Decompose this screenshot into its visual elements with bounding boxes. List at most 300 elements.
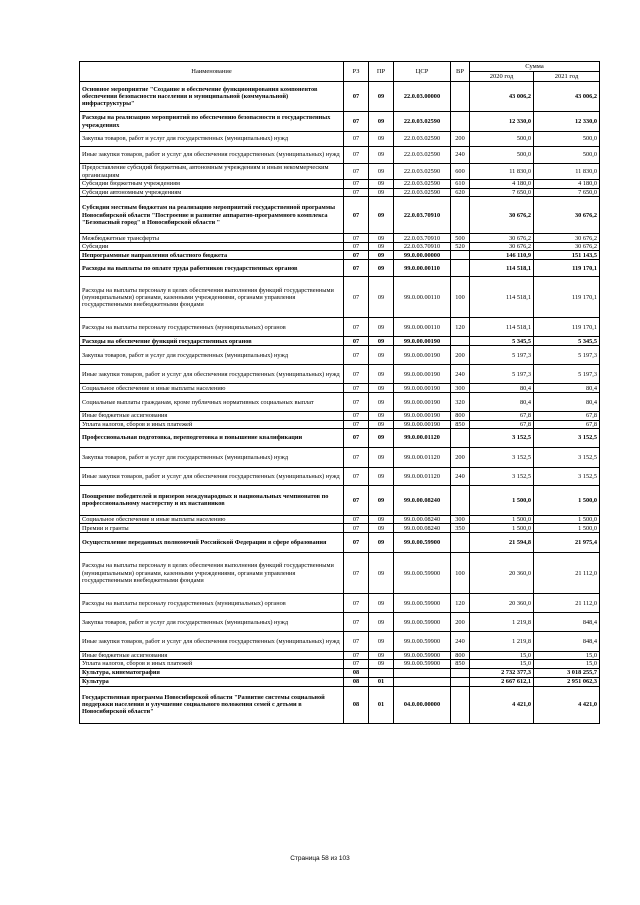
cell-2020: 114 518,1 xyxy=(470,318,534,337)
cell-2021: 30 676,2 xyxy=(534,243,600,251)
cell-vr: 100 xyxy=(451,277,470,318)
cell-pr: 09 xyxy=(369,533,394,553)
cell-2020: 15,0 xyxy=(470,660,534,668)
table-row xyxy=(80,82,600,112)
cell-2021: 5 345,5 xyxy=(534,337,600,346)
cell-pr: 09 xyxy=(369,420,394,428)
cell-rz: 07 xyxy=(344,412,369,420)
cell-csr: 22.0.03.02590 xyxy=(394,147,451,164)
cell-rz: 07 xyxy=(344,260,369,277)
cell-csr xyxy=(394,668,451,677)
header-sum: Сумма xyxy=(470,62,600,72)
cell-vr xyxy=(451,428,470,447)
cell-vr: 200 xyxy=(451,346,470,365)
cell-rz: 07 xyxy=(344,652,369,660)
cell-rz: 07 xyxy=(344,112,369,132)
cell-pr: 01 xyxy=(369,677,394,686)
cell-2021: 12 330,0 xyxy=(534,112,600,132)
cell-2020: 1 219,8 xyxy=(470,632,534,652)
budget-table xyxy=(79,61,600,724)
cell-2020: 2 667 612,1 xyxy=(470,677,534,686)
header-rz: РЗ xyxy=(344,62,369,82)
cell-pr: 09 xyxy=(369,251,394,260)
cell-name: Закупка товаров, работ и услуг для государственных (муниципальных) нужд xyxy=(80,447,344,467)
cell-name: Культура, кинематография xyxy=(80,668,344,677)
table-row xyxy=(80,652,600,660)
cell-2020: 114 518,1 xyxy=(470,277,534,318)
cell-csr: 22.0.03.02590 xyxy=(394,180,451,189)
cell-rz: 07 xyxy=(344,82,369,112)
cell-2021: 21 112,0 xyxy=(534,594,600,613)
cell-csr: 99.0.00.00000 xyxy=(394,251,451,260)
table-body xyxy=(80,82,600,724)
cell-vr xyxy=(451,251,470,260)
cell-csr: 99.0.00.08240 xyxy=(394,485,451,515)
cell-2020: 5 197,3 xyxy=(470,365,534,384)
cell-2021: 30 676,2 xyxy=(534,197,600,234)
cell-vr xyxy=(451,337,470,346)
cell-pr: 09 xyxy=(369,260,394,277)
cell-rz: 08 xyxy=(344,686,369,723)
table-row xyxy=(80,632,600,652)
cell-2020: 7 650,0 xyxy=(470,189,534,197)
cell-2020: 146 110,9 xyxy=(470,251,534,260)
cell-csr xyxy=(394,677,451,686)
cell-2020: 1 500,0 xyxy=(470,524,534,533)
cell-pr: 01 xyxy=(369,686,394,723)
cell-vr: 850 xyxy=(451,420,470,428)
cell-rz: 07 xyxy=(344,553,369,594)
cell-name: Расходы на обеспечение функций государственных органов xyxy=(80,337,344,346)
cell-rz: 07 xyxy=(344,393,369,412)
table-row xyxy=(80,420,600,428)
cell-vr: 850 xyxy=(451,660,470,668)
table-row xyxy=(80,243,600,251)
cell-vr xyxy=(451,197,470,234)
cell-pr: 09 xyxy=(369,277,394,318)
table-row xyxy=(80,677,600,686)
cell-name: Культура xyxy=(80,677,344,686)
cell-vr xyxy=(451,112,470,132)
cell-2020: 30 676,2 xyxy=(470,234,534,243)
cell-name: Закупка товаров, работ и услуг для государственных (муниципальных) нужд xyxy=(80,613,344,632)
cell-rz: 07 xyxy=(344,420,369,428)
cell-pr: 09 xyxy=(369,112,394,132)
table-row xyxy=(80,553,600,594)
table-row xyxy=(80,594,600,613)
table-row xyxy=(80,277,600,318)
cell-name: Государственная программа Новосибирской области "Развитие системы социальной поддержки населения и улучшение социального положения семей с детьми в Новосибирской области" xyxy=(80,686,344,723)
cell-2021: 21 112,0 xyxy=(534,553,600,594)
cell-vr: 320 xyxy=(451,393,470,412)
cell-rz: 08 xyxy=(344,668,369,677)
cell-rz: 07 xyxy=(344,251,369,260)
header-name: Наименование xyxy=(80,62,344,82)
table-row xyxy=(80,337,600,346)
cell-2020: 114 518,1 xyxy=(470,260,534,277)
cell-vr: 200 xyxy=(451,132,470,147)
cell-rz: 08 xyxy=(344,677,369,686)
cell-pr: 09 xyxy=(369,180,394,189)
cell-2021: 7 650,0 xyxy=(534,189,600,197)
table-row xyxy=(80,485,600,515)
cell-name: Расходы на выплаты персоналу государственных (муниципальных) органов xyxy=(80,318,344,337)
cell-rz: 07 xyxy=(344,613,369,632)
cell-vr: 300 xyxy=(451,515,470,523)
cell-rz: 07 xyxy=(344,594,369,613)
cell-rz: 07 xyxy=(344,485,369,515)
cell-vr: 240 xyxy=(451,365,470,384)
cell-name: Расходы на выплаты по оплате труда работников государственных органов xyxy=(80,260,344,277)
cell-name: Субсидии бюджетным учреждениям xyxy=(80,180,344,189)
table-row xyxy=(80,393,600,412)
cell-pr: 09 xyxy=(369,164,394,180)
table-row xyxy=(80,251,600,260)
cell-csr: 22.0.03.02590 xyxy=(394,164,451,180)
cell-csr: 99.0.00.00110 xyxy=(394,318,451,337)
cell-name: Социальное обеспечение и иные выплаты населению xyxy=(80,384,344,393)
cell-pr: 09 xyxy=(369,337,394,346)
cell-2020: 3 152,5 xyxy=(470,447,534,467)
cell-pr: 09 xyxy=(369,189,394,197)
table-row xyxy=(80,197,600,234)
cell-2020: 67,8 xyxy=(470,412,534,420)
cell-2020: 80,4 xyxy=(470,384,534,393)
cell-2021: 119 170,1 xyxy=(534,318,600,337)
cell-2021: 3 152,5 xyxy=(534,467,600,485)
cell-2021: 3 152,5 xyxy=(534,447,600,467)
cell-vr: 350 xyxy=(451,524,470,533)
cell-pr: 09 xyxy=(369,147,394,164)
cell-2020: 20 360,0 xyxy=(470,594,534,613)
cell-pr: 09 xyxy=(369,428,394,447)
cell-csr: 99.0.00.01120 xyxy=(394,428,451,447)
cell-vr: 610 xyxy=(451,180,470,189)
cell-vr: 120 xyxy=(451,594,470,613)
cell-name: Премии и гранты xyxy=(80,524,344,533)
cell-2021: 43 006,2 xyxy=(534,82,600,112)
cell-csr: 22.0.03.70910 xyxy=(394,243,451,251)
cell-2021: 67,8 xyxy=(534,420,600,428)
cell-csr: 99.0.00.59900 xyxy=(394,652,451,660)
cell-2021: 4 421,0 xyxy=(534,686,600,723)
cell-2021: 80,4 xyxy=(534,393,600,412)
cell-2021: 500,0 xyxy=(534,132,600,147)
table-row xyxy=(80,613,600,632)
cell-rz: 07 xyxy=(344,277,369,318)
cell-name: Уплата налогов, сборов и иных платежей xyxy=(80,420,344,428)
cell-rz: 07 xyxy=(344,384,369,393)
cell-vr: 240 xyxy=(451,147,470,164)
cell-csr: 04.0.00.00000 xyxy=(394,686,451,723)
cell-name: Иные закупки товаров, работ и услуг для обеспечения государственных (муниципальных) нужд xyxy=(80,365,344,384)
cell-vr: 800 xyxy=(451,412,470,420)
cell-pr: 09 xyxy=(369,318,394,337)
cell-name: Расходы на реализацию мероприятий по обеспечению безопасности в государственных учреждениях xyxy=(80,112,344,132)
cell-csr: 22.0.03.02590 xyxy=(394,112,451,132)
cell-pr: 09 xyxy=(369,467,394,485)
cell-rz: 07 xyxy=(344,147,369,164)
cell-2020: 21 594,8 xyxy=(470,533,534,553)
page-number: Страница 58 из 103 xyxy=(290,855,350,862)
cell-csr: 99.0.00.00190 xyxy=(394,420,451,428)
cell-pr: 09 xyxy=(369,234,394,243)
cell-vr xyxy=(451,485,470,515)
cell-pr: 09 xyxy=(369,346,394,365)
cell-rz: 07 xyxy=(344,189,369,197)
cell-pr: 09 xyxy=(369,393,394,412)
cell-pr: 09 xyxy=(369,82,394,112)
cell-vr xyxy=(451,533,470,553)
cell-pr: 09 xyxy=(369,632,394,652)
cell-name: Социальное обеспечение и иные выплаты населению xyxy=(80,515,344,523)
cell-2020: 30 676,2 xyxy=(470,197,534,234)
cell-2020: 1 500,0 xyxy=(470,485,534,515)
cell-vr: 200 xyxy=(451,613,470,632)
cell-vr xyxy=(451,686,470,723)
cell-csr: 99.0.00.00190 xyxy=(394,384,451,393)
cell-rz: 07 xyxy=(344,533,369,553)
cell-2021: 80,4 xyxy=(534,384,600,393)
cell-rz: 07 xyxy=(344,337,369,346)
cell-name: Межбюджетные трансферты xyxy=(80,234,344,243)
cell-2020: 4 180,0 xyxy=(470,180,534,189)
cell-rz: 07 xyxy=(344,132,369,147)
cell-2021: 67,8 xyxy=(534,412,600,420)
cell-2021: 30 676,2 xyxy=(534,234,600,243)
cell-vr: 300 xyxy=(451,384,470,393)
cell-name: Основное мероприятие "Создание и обеспечение функционирования компонентов обеспечения безопасности населения и муниципальной (коммунальной) инфраструктуры" xyxy=(80,82,344,112)
cell-name: Социальные выплаты гражданам, кроме публичных нормативных социальных выплат xyxy=(80,393,344,412)
cell-vr: 240 xyxy=(451,632,470,652)
table-row xyxy=(80,428,600,447)
cell-csr: 99.0.00.00190 xyxy=(394,337,451,346)
table-row xyxy=(80,260,600,277)
table-row xyxy=(80,668,600,677)
cell-rz: 07 xyxy=(344,346,369,365)
cell-rz: 07 xyxy=(344,318,369,337)
cell-vr: 800 xyxy=(451,652,470,660)
cell-vr: 120 xyxy=(451,318,470,337)
cell-name: Иные закупки товаров, работ и услуг для обеспечения государственных (муниципальных) нужд xyxy=(80,632,344,652)
cell-2021: 151 143,5 xyxy=(534,251,600,260)
table-row xyxy=(80,318,600,337)
cell-pr: 09 xyxy=(369,412,394,420)
table-row xyxy=(80,515,600,523)
cell-pr: 09 xyxy=(369,197,394,234)
cell-name: Субсидии xyxy=(80,243,344,251)
cell-2020: 20 360,0 xyxy=(470,553,534,594)
cell-pr xyxy=(369,668,394,677)
cell-2021: 848,4 xyxy=(534,613,600,632)
cell-2020: 67,8 xyxy=(470,420,534,428)
table-row xyxy=(80,660,600,668)
cell-rz: 07 xyxy=(344,515,369,523)
cell-pr: 09 xyxy=(369,594,394,613)
table-row xyxy=(80,164,600,180)
cell-csr: 99.0.00.01120 xyxy=(394,467,451,485)
cell-name: Иные закупки товаров, работ и услуг для обеспечения государственных (муниципальных) нужд xyxy=(80,467,344,485)
cell-csr: 22.0.03.70910 xyxy=(394,234,451,243)
table-row xyxy=(80,384,600,393)
table-row xyxy=(80,180,600,189)
cell-name: Иные бюджетные ассигнования xyxy=(80,412,344,420)
cell-csr: 99.0.00.01120 xyxy=(394,447,451,467)
header-vr: ВР xyxy=(451,62,470,82)
cell-pr: 09 xyxy=(369,243,394,251)
cell-2021: 1 500,0 xyxy=(534,524,600,533)
cell-csr: 99.0.00.00190 xyxy=(394,393,451,412)
cell-rz: 07 xyxy=(344,447,369,467)
cell-2020: 43 006,2 xyxy=(470,82,534,112)
cell-pr: 09 xyxy=(369,553,394,594)
cell-vr xyxy=(451,260,470,277)
cell-rz: 07 xyxy=(344,365,369,384)
cell-2021: 1 500,0 xyxy=(534,515,600,523)
table-row xyxy=(80,447,600,467)
cell-csr: 99.0.00.00110 xyxy=(394,260,451,277)
cell-2021: 1 500,0 xyxy=(534,485,600,515)
table-row xyxy=(80,132,600,147)
cell-2021: 15,0 xyxy=(534,660,600,668)
cell-2021: 119 170,1 xyxy=(534,260,600,277)
cell-2020: 4 421,0 xyxy=(470,686,534,723)
cell-2021: 2 951 062,3 xyxy=(534,677,600,686)
cell-csr: 99.0.00.59900 xyxy=(394,533,451,553)
table-row xyxy=(80,346,600,365)
cell-name: Субсидии местным бюджетам на реализацию мероприятий государственной программы Новосибирской области "Построение и развитие аппаратно-программного комплекса "Безопасный город" в Новосибирской области " xyxy=(80,197,344,234)
table-header xyxy=(80,62,600,82)
cell-csr: 99.0.00.00190 xyxy=(394,412,451,420)
cell-pr: 09 xyxy=(369,132,394,147)
cell-csr: 99.0.00.59900 xyxy=(394,594,451,613)
cell-vr: 620 xyxy=(451,189,470,197)
cell-2020: 30 676,2 xyxy=(470,243,534,251)
cell-vr: 520 xyxy=(451,243,470,251)
cell-2021: 11 830,0 xyxy=(534,164,600,180)
cell-pr: 09 xyxy=(369,384,394,393)
cell-2020: 5 345,5 xyxy=(470,337,534,346)
cell-csr: 99.0.00.00190 xyxy=(394,365,451,384)
cell-name: Расходы на выплаты персоналу в целях обеспечения выполнения функций государственными (муниципальными) органами, казенными учреждениями, органами управления государственными внебюджетными фондами xyxy=(80,277,344,318)
header-pr: ПР xyxy=(369,62,394,82)
cell-2020: 500,0 xyxy=(470,147,534,164)
cell-name: Расходы на выплаты персоналу в целях обеспечения выполнения функций государственными (муниципальными) органами, казенными учреждениями, органами управления государственными внебюджетными фондами xyxy=(80,553,344,594)
cell-2020: 11 830,0 xyxy=(470,164,534,180)
cell-vr xyxy=(451,677,470,686)
cell-csr: 99.0.00.00190 xyxy=(394,346,451,365)
table-row xyxy=(80,533,600,553)
cell-vr: 200 xyxy=(451,447,470,467)
cell-2021: 119 170,1 xyxy=(534,277,600,318)
table-row xyxy=(80,234,600,243)
cell-vr: 240 xyxy=(451,467,470,485)
cell-rz: 07 xyxy=(344,524,369,533)
cell-2020: 5 197,3 xyxy=(470,346,534,365)
cell-csr: 22.0.03.02590 xyxy=(394,132,451,147)
cell-pr: 09 xyxy=(369,485,394,515)
cell-rz: 07 xyxy=(344,632,369,652)
cell-rz: 07 xyxy=(344,467,369,485)
cell-2021: 3 018 255,7 xyxy=(534,668,600,677)
cell-2020: 3 152,5 xyxy=(470,467,534,485)
cell-2021: 5 197,3 xyxy=(534,346,600,365)
cell-csr: 22.0.03.70910 xyxy=(394,197,451,234)
header-csr: ЦСР xyxy=(394,62,451,82)
cell-2020: 15,0 xyxy=(470,652,534,660)
cell-2021: 848,4 xyxy=(534,632,600,652)
cell-name: Закупка товаров, работ и услуг для государственных (муниципальных) нужд xyxy=(80,132,344,147)
cell-rz: 07 xyxy=(344,428,369,447)
cell-2020: 12 330,0 xyxy=(470,112,534,132)
cell-csr: 99.0.00.59900 xyxy=(394,613,451,632)
cell-name: Предоставление субсидий бюджетным, автономным учреждениям и иным некоммерческим организациям xyxy=(80,164,344,180)
cell-rz: 07 xyxy=(344,234,369,243)
table-row xyxy=(80,147,600,164)
cell-2020: 80,4 xyxy=(470,393,534,412)
cell-2021: 500,0 xyxy=(534,147,600,164)
cell-pr: 09 xyxy=(369,524,394,533)
cell-2021: 21 975,4 xyxy=(534,533,600,553)
cell-name: Иные бюджетные ассигнования xyxy=(80,652,344,660)
cell-rz: 07 xyxy=(344,243,369,251)
cell-2021: 5 197,3 xyxy=(534,365,600,384)
cell-pr: 09 xyxy=(369,515,394,523)
cell-2020: 1 500,0 xyxy=(470,515,534,523)
cell-2020: 500,0 xyxy=(470,132,534,147)
cell-csr: 99.0.00.59900 xyxy=(394,553,451,594)
table-row xyxy=(80,467,600,485)
cell-name: Уплата налогов, сборов и иных платежей xyxy=(80,660,344,668)
cell-name: Поощрение победителей и призеров международных и национальных чемпионатов по профессиональному мастерству и их наставников xyxy=(80,485,344,515)
cell-vr: 500 xyxy=(451,234,470,243)
cell-csr: 99.0.00.08240 xyxy=(394,524,451,533)
cell-name: Субсидии автономным учреждениям xyxy=(80,189,344,197)
cell-csr: 99.0.00.08240 xyxy=(394,515,451,523)
cell-pr: 09 xyxy=(369,447,394,467)
cell-2020: 3 152,5 xyxy=(470,428,534,447)
cell-rz: 07 xyxy=(344,660,369,668)
cell-2021: 3 152,5 xyxy=(534,428,600,447)
cell-2020: 2 732 377,3 xyxy=(470,668,534,677)
table-row xyxy=(80,412,600,420)
cell-name: Непрограммные направления областного бюджета xyxy=(80,251,344,260)
cell-2021: 15,0 xyxy=(534,652,600,660)
cell-name: Осуществление переданных полномочий Российской Федерации в сфере образования xyxy=(80,533,344,553)
cell-rz: 07 xyxy=(344,197,369,234)
cell-2020: 1 219,8 xyxy=(470,613,534,632)
cell-csr: 99.0.00.00110 xyxy=(394,277,451,318)
cell-pr: 09 xyxy=(369,660,394,668)
cell-pr: 09 xyxy=(369,365,394,384)
header-year-2021: 2021 год xyxy=(534,72,600,82)
table-row xyxy=(80,365,600,384)
cell-vr xyxy=(451,668,470,677)
table-row xyxy=(80,524,600,533)
cell-pr: 09 xyxy=(369,652,394,660)
cell-csr: 99.0.00.59900 xyxy=(394,660,451,668)
cell-csr: 22.0.03.00000 xyxy=(394,82,451,112)
cell-vr: 100 xyxy=(451,553,470,594)
table-row xyxy=(80,686,600,723)
cell-name: Расходы на выплаты персоналу государственных (муниципальных) органов xyxy=(80,594,344,613)
cell-vr xyxy=(451,82,470,112)
cell-rz: 07 xyxy=(344,164,369,180)
cell-pr: 09 xyxy=(369,613,394,632)
cell-csr: 22.0.03.02590 xyxy=(394,189,451,197)
table-row xyxy=(80,189,600,197)
cell-csr: 99.0.00.59900 xyxy=(394,632,451,652)
